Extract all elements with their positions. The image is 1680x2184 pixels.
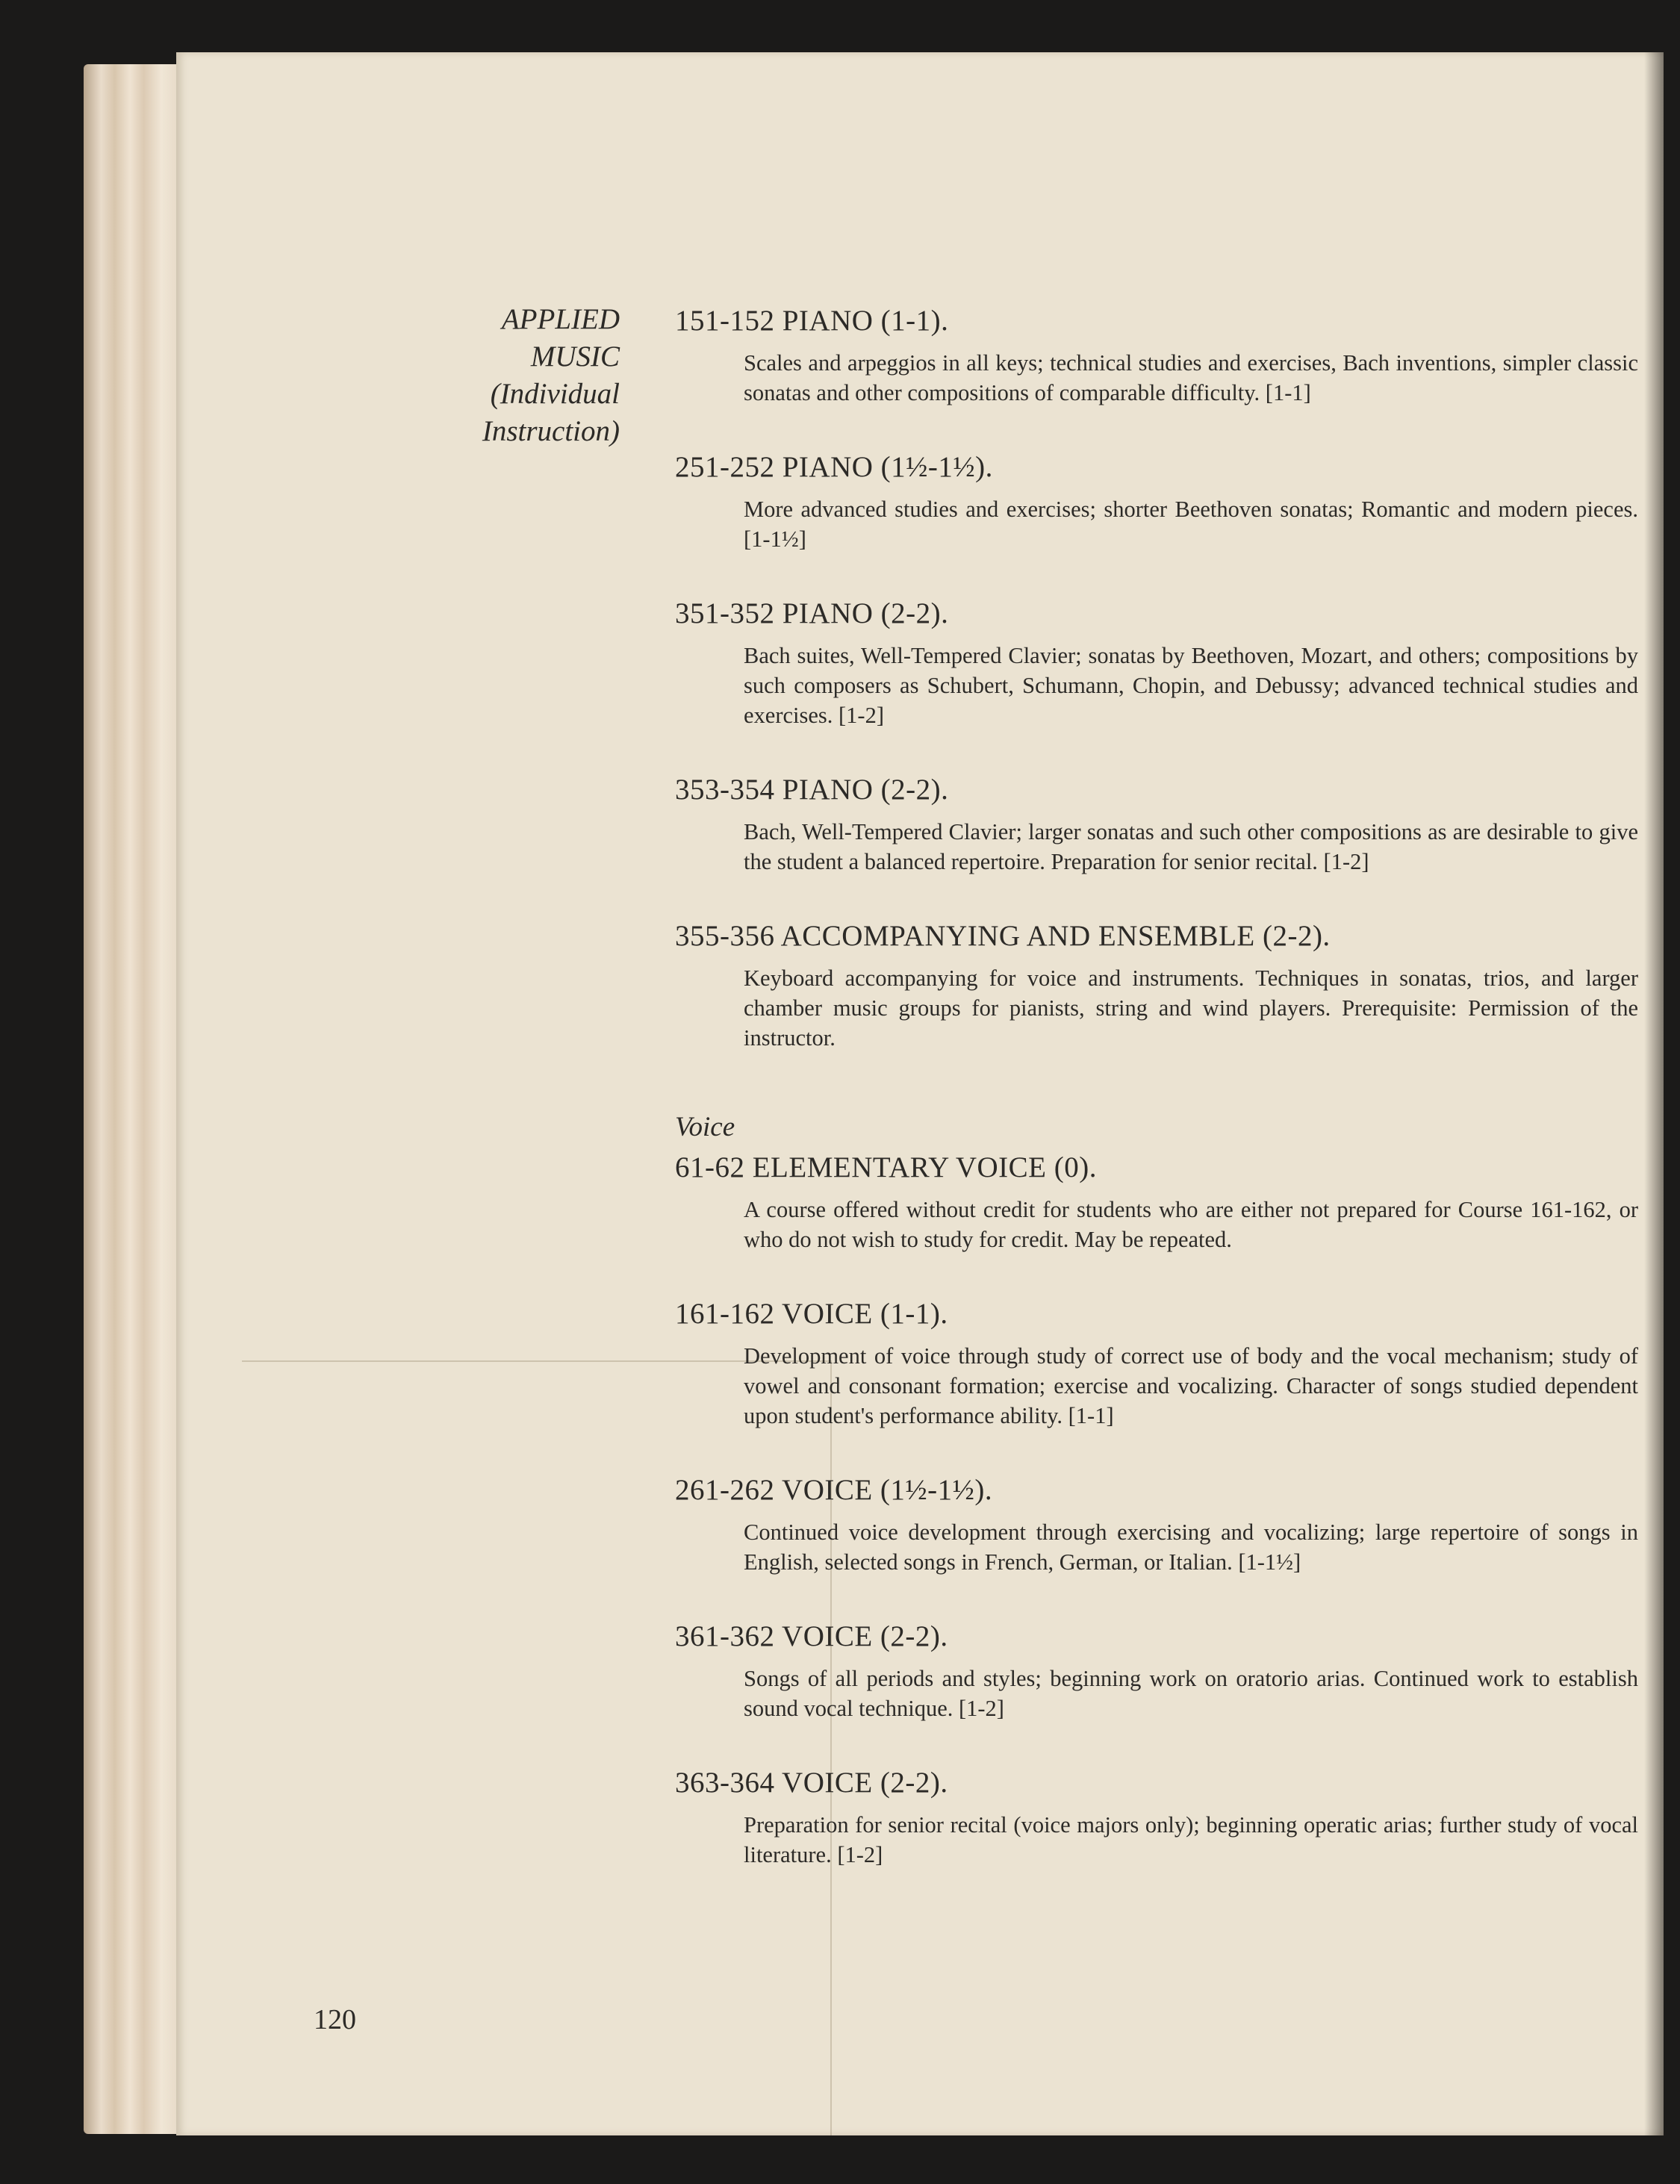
course-entry [675, 449, 1638, 554]
course-title: 355-356 ACCOMPANYING AND ENSEMBLE (2-2). [675, 920, 1331, 952]
course-description: Development of voice through study of correct use of body and the vocal mechanism; study of vowel and consonant formation; exercise and vocalizing. Character of songs studied dependent upon student's performance ability. [1-1] [744, 1343, 1638, 1428]
course-description: A course offered without credit for students who are either not prepared for Course 161-162, or who do not wish to study for credit. May be repeated. [744, 1197, 1638, 1252]
course-description: Preparation for senior recital (voice majors only); beginning operatic arias; further study of vocal literature. [1-2] [744, 1812, 1638, 1867]
course-entry [675, 1619, 1638, 1723]
side-heading-line: APPLIED [501, 303, 620, 335]
course-entry [675, 772, 1638, 877]
course-title: 361-362 VOICE (2-2). [675, 1620, 948, 1652]
course-title: 151-152 PIANO (1-1). [675, 305, 949, 337]
course-entry [675, 303, 1638, 408]
course-title: 261-262 VOICE (1½-1½). [675, 1474, 993, 1506]
course-entry [675, 918, 1638, 1053]
side-heading-line: MUSIC [530, 340, 620, 373]
course-title: 363-364 VOICE (2-2). [675, 1767, 948, 1799]
course-entry [675, 1472, 1638, 1577]
course-description: Bach, Well-Tempered Clavier; larger sonatas and such other compositions as are desirable to give the student a balanced repertoire. Preparation for senior recital. [1-2] [744, 819, 1638, 874]
course-entry [675, 1765, 1638, 1870]
course-title: 251-252 PIANO (1½-1½). [675, 451, 993, 483]
course-description: Bach suites, Well-Tempered Clavier; sonatas by Beethoven, Mozart, and others; compositions by such composers as Schubert, Schumann, Chopin, and Debussy; advanced technical studies and exercises. [1-2] [744, 643, 1638, 728]
section-label-voice: Voice [675, 1112, 735, 1142]
course-title: 353-354 PIANO (2-2). [675, 774, 949, 806]
course-title: 351-352 PIANO (2-2). [675, 597, 949, 629]
side-heading [224, 301, 620, 450]
course-description: More advanced studies and exercises; shorter Beethoven sonatas; Romantic and modern pieces. [1-1½] [744, 497, 1638, 552]
course-entry [675, 596, 1638, 730]
course-description: Continued voice development through exercising and vocalizing; large repertoire of songs in English, selected songs in French, German, or Italian. [1-1½] [744, 1519, 1638, 1575]
course-description: Keyboard accompanying for voice and instruments. Techniques in sonatas, trios, and larger chamber music groups for pianists, string and wind players. Prerequisite: Permission of the instructor. [744, 965, 1638, 1051]
course-entry [675, 1150, 1638, 1254]
side-heading-line: (Individual [490, 378, 620, 410]
page-gutter-shadow [1644, 52, 1664, 2135]
course-description: Scales and arpeggios in all keys; technical studies and exercises, Bach inventions, simpler classic sonatas and other compositions of comparable difficulty. [1-1] [744, 350, 1638, 405]
page-block-edge [84, 64, 181, 2134]
course-listing [675, 303, 1638, 1911]
course-title: 61-62 ELEMENTARY VOICE (0). [675, 1151, 1097, 1183]
side-heading-line: Instruction) [482, 415, 620, 447]
course-title: 161-162 VOICE (1-1). [675, 1298, 948, 1330]
course-entry [675, 1296, 1638, 1431]
page-number: 120 [314, 2004, 356, 2035]
course-description: Songs of all periods and styles; beginning work on oratorio arias. Continued work to establish sound vocal technique. [1-2] [744, 1666, 1638, 1721]
